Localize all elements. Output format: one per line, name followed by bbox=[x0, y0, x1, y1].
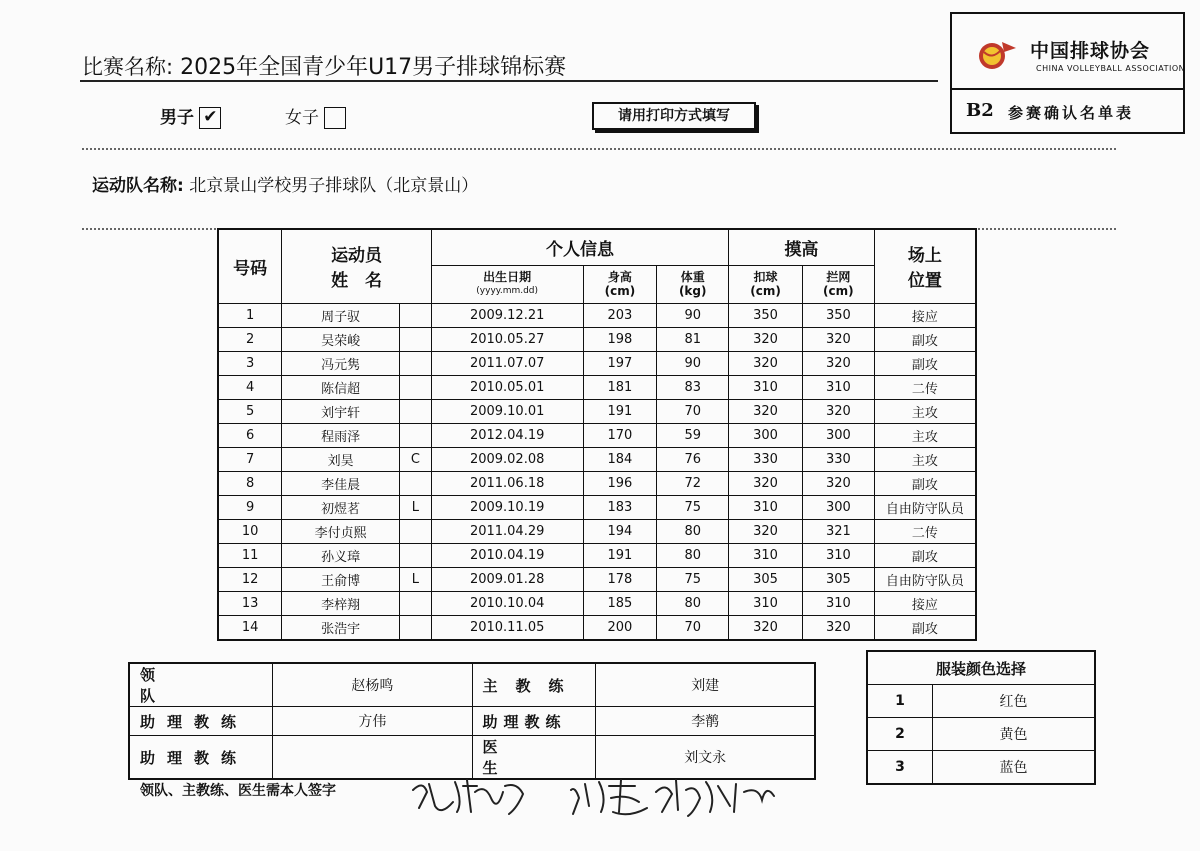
table-row bbox=[218, 327, 976, 351]
cell-spike: 320 bbox=[729, 471, 803, 495]
cell-height: 170 bbox=[583, 423, 657, 447]
cell-position: 主攻 bbox=[874, 399, 976, 423]
header-height-unit: (cm) bbox=[604, 284, 636, 298]
cell-position: 二传 bbox=[874, 375, 976, 399]
cell-block: 320 bbox=[802, 327, 874, 351]
cell-height: 191 bbox=[583, 399, 657, 423]
competition-underline bbox=[80, 80, 938, 82]
cell-height: 194 bbox=[583, 519, 657, 543]
table-row bbox=[218, 375, 976, 399]
cell-weight: 70 bbox=[657, 399, 729, 423]
cell-block: 310 bbox=[802, 591, 874, 615]
team-name: 北京景山学校男子排球队（北京景山） bbox=[189, 176, 479, 196]
header-reach: 摸高 bbox=[729, 229, 875, 265]
header-spike-unit: (cm) bbox=[750, 284, 781, 298]
header-number: 号码 bbox=[218, 229, 282, 303]
cell-name: 张浩宇 bbox=[282, 615, 400, 640]
header-personal-info: 个人信息 bbox=[431, 229, 728, 265]
cell-birth: 2009.10.19 bbox=[431, 495, 583, 519]
table-row bbox=[218, 591, 976, 615]
cell-spike: 320 bbox=[729, 615, 803, 640]
cell-position: 二传 bbox=[874, 519, 976, 543]
cell-weight: 81 bbox=[657, 327, 729, 351]
gender-female-checkbox[interactable] bbox=[324, 107, 346, 129]
cell-birth: 2009.02.08 bbox=[431, 447, 583, 471]
cell-no: 6 bbox=[218, 423, 282, 447]
uniform-option-row bbox=[867, 718, 1095, 751]
cell-no: 2 bbox=[218, 327, 282, 351]
form-code: B2 bbox=[966, 100, 994, 121]
cell-name: 孙义璋 bbox=[282, 543, 400, 567]
cell-weight: 59 bbox=[657, 423, 729, 447]
form-title: 参赛确认名单表 bbox=[1008, 104, 1135, 122]
table-row bbox=[218, 543, 976, 567]
cell-no: 4 bbox=[218, 375, 282, 399]
print-note: 请用打印方式填写 bbox=[592, 102, 756, 130]
staff-leader-label bbox=[129, 663, 273, 707]
cell-block: 310 bbox=[802, 375, 874, 399]
cell-height: 183 bbox=[583, 495, 657, 519]
signature-head-coach bbox=[565, 772, 655, 822]
cell-block: 300 bbox=[802, 495, 874, 519]
staff-head-coach-name: 刘建 bbox=[596, 663, 815, 707]
cell-name: 吴荣峻 bbox=[282, 327, 400, 351]
cell-no: 9 bbox=[218, 495, 282, 519]
cell-name: 程雨泽 bbox=[282, 423, 400, 447]
table-row bbox=[218, 351, 976, 375]
gender-male-checkbox[interactable]: ✔ bbox=[199, 107, 221, 129]
association-name-en: CHINA VOLLEYBALL ASSOCIATION bbox=[1036, 64, 1186, 73]
cell-weight: 90 bbox=[657, 351, 729, 375]
uniform-option-row bbox=[867, 685, 1095, 718]
header-position-line1: 场上 bbox=[907, 246, 942, 267]
uniform-option-row bbox=[867, 751, 1095, 785]
association-name-cn: 中国排球协会 bbox=[1030, 40, 1151, 62]
cell-name: 王俞博 bbox=[282, 567, 400, 591]
cell-block: 350 bbox=[802, 303, 874, 327]
cell-spike: 300 bbox=[729, 423, 803, 447]
header-weight bbox=[657, 265, 729, 303]
staff-table bbox=[128, 662, 816, 780]
cell-spike: 330 bbox=[729, 447, 803, 471]
cell-weight: 80 bbox=[657, 591, 729, 615]
cell-position: 副攻 bbox=[874, 615, 976, 640]
cell-role bbox=[399, 399, 431, 423]
staff-asst2-label: 助理教练 bbox=[472, 707, 596, 736]
cell-position: 副攻 bbox=[874, 327, 976, 351]
cell-weight: 80 bbox=[657, 519, 729, 543]
logo-divider bbox=[952, 88, 1183, 90]
table-row bbox=[218, 519, 976, 543]
staff-doctor-label: 医生 bbox=[472, 736, 596, 780]
cell-no: 11 bbox=[218, 543, 282, 567]
team-name-row bbox=[92, 171, 478, 196]
signature-doctor bbox=[650, 772, 780, 822]
cell-block: 330 bbox=[802, 447, 874, 471]
divider-dotted-1 bbox=[82, 148, 1116, 150]
cell-birth: 2010.05.01 bbox=[431, 375, 583, 399]
cell-weight: 80 bbox=[657, 543, 729, 567]
staff-asst1-label: 助理教练 bbox=[129, 707, 273, 736]
staff-asst3-label: 助理教练 bbox=[129, 736, 273, 780]
cell-position: 接应 bbox=[874, 591, 976, 615]
uniform-title: 服装颜色选择 bbox=[867, 651, 1095, 685]
cell-block: 321 bbox=[802, 519, 874, 543]
cell-no: 14 bbox=[218, 615, 282, 640]
uniform-option-color: 红色 bbox=[932, 685, 1095, 718]
header-height-label: 身高 bbox=[607, 270, 632, 284]
cell-name: 李佳晨 bbox=[282, 471, 400, 495]
header-block-label: 拦网 bbox=[826, 270, 851, 284]
header-spike-label: 扣球 bbox=[753, 270, 778, 284]
cell-position: 副攻 bbox=[874, 543, 976, 567]
cell-position: 自由防守队员 bbox=[874, 567, 976, 591]
cell-birth: 2012.04.19 bbox=[431, 423, 583, 447]
cell-role bbox=[399, 375, 431, 399]
cell-position: 副攻 bbox=[874, 351, 976, 375]
gender-male[interactable] bbox=[160, 103, 221, 129]
cell-spike: 320 bbox=[729, 351, 803, 375]
header-athlete bbox=[282, 229, 432, 303]
cell-birth: 2010.11.05 bbox=[431, 615, 583, 640]
cell-height: 197 bbox=[583, 351, 657, 375]
header-position-line2: 位置 bbox=[907, 271, 942, 292]
cell-block: 300 bbox=[802, 423, 874, 447]
cell-role bbox=[399, 303, 431, 327]
cell-birth: 2011.06.18 bbox=[431, 471, 583, 495]
header-birth-label: 出生日期 bbox=[483, 270, 532, 284]
cell-no: 3 bbox=[218, 351, 282, 375]
staff-leader-name: 赵杨鸣 bbox=[273, 663, 472, 707]
cell-name: 陈信超 bbox=[282, 375, 400, 399]
cell-name: 刘昊 bbox=[282, 447, 400, 471]
cell-no: 5 bbox=[218, 399, 282, 423]
cell-position: 接应 bbox=[874, 303, 976, 327]
gender-female[interactable] bbox=[285, 103, 346, 129]
volleyball-emblem-icon bbox=[974, 38, 1018, 70]
cell-position: 副攻 bbox=[874, 471, 976, 495]
uniform-option-color: 黄色 bbox=[932, 718, 1095, 751]
table-row bbox=[218, 423, 976, 447]
cell-spike: 310 bbox=[729, 375, 803, 399]
cell-birth: 2010.05.27 bbox=[431, 327, 583, 351]
cell-height: 191 bbox=[583, 543, 657, 567]
header-birth bbox=[431, 265, 583, 303]
gender-female-label: 女子 bbox=[285, 108, 319, 128]
cell-block: 320 bbox=[802, 615, 874, 640]
uniform-option-color: 蓝色 bbox=[932, 751, 1095, 785]
cell-birth: 2010.10.04 bbox=[431, 591, 583, 615]
cell-spike: 320 bbox=[729, 519, 803, 543]
cell-position: 主攻 bbox=[874, 423, 976, 447]
cell-no: 13 bbox=[218, 591, 282, 615]
cell-role bbox=[399, 615, 431, 640]
header-height bbox=[583, 265, 657, 303]
cell-block: 310 bbox=[802, 543, 874, 567]
cell-role bbox=[399, 591, 431, 615]
roster-table bbox=[217, 228, 977, 641]
cell-no: 1 bbox=[218, 303, 282, 327]
header-spike bbox=[729, 265, 803, 303]
cell-block: 320 bbox=[802, 351, 874, 375]
cell-weight: 72 bbox=[657, 471, 729, 495]
cell-block: 305 bbox=[802, 567, 874, 591]
team-label: 运动队名称: bbox=[92, 176, 184, 196]
cell-birth: 2010.04.19 bbox=[431, 543, 583, 567]
cell-spike: 320 bbox=[729, 399, 803, 423]
table-row bbox=[218, 495, 976, 519]
cell-block: 320 bbox=[802, 471, 874, 495]
cell-name: 刘宇轩 bbox=[282, 399, 400, 423]
uniform-option-no: 2 bbox=[867, 718, 932, 751]
cell-spike: 310 bbox=[729, 495, 803, 519]
staff-asst2-name: 李鹡 bbox=[596, 707, 815, 736]
cell-role bbox=[399, 543, 431, 567]
competition-name: 2025年全国青少年U17男子排球锦标赛 bbox=[180, 55, 567, 80]
cell-no: 12 bbox=[218, 567, 282, 591]
staff-doctor-name: 刘文永 bbox=[596, 736, 815, 780]
cell-height: 200 bbox=[583, 615, 657, 640]
cell-height: 185 bbox=[583, 591, 657, 615]
cell-birth: 2011.07.07 bbox=[431, 351, 583, 375]
cell-height: 198 bbox=[583, 327, 657, 351]
cell-weight: 75 bbox=[657, 567, 729, 591]
cell-name: 冯元隽 bbox=[282, 351, 400, 375]
cell-birth: 2011.04.29 bbox=[431, 519, 583, 543]
cell-position: 主攻 bbox=[874, 447, 976, 471]
cell-height: 203 bbox=[583, 303, 657, 327]
competition-title bbox=[82, 50, 566, 81]
cell-height: 181 bbox=[583, 375, 657, 399]
table-row bbox=[218, 615, 976, 640]
cell-role bbox=[399, 471, 431, 495]
header-block bbox=[802, 265, 874, 303]
header-weight-unit: (kg) bbox=[678, 284, 707, 298]
uniform-color-table bbox=[866, 650, 1096, 785]
cell-no: 10 bbox=[218, 519, 282, 543]
cell-name: 周子驭 bbox=[282, 303, 400, 327]
cell-role: C bbox=[399, 447, 431, 471]
uniform-option-no: 3 bbox=[867, 751, 932, 785]
header-position bbox=[874, 229, 976, 303]
table-row bbox=[218, 471, 976, 495]
staff-head-coach-label: 主教练 bbox=[472, 663, 596, 707]
cell-role: L bbox=[399, 495, 431, 519]
cell-birth: 2009.01.28 bbox=[431, 567, 583, 591]
header-athlete-line1: 运动员 bbox=[331, 246, 383, 267]
cell-role bbox=[399, 351, 431, 375]
table-row bbox=[218, 447, 976, 471]
cell-weight: 90 bbox=[657, 303, 729, 327]
cell-role bbox=[399, 519, 431, 543]
leader-label-text: 领队 bbox=[140, 666, 234, 705]
cell-spike: 350 bbox=[729, 303, 803, 327]
cell-height: 178 bbox=[583, 567, 657, 591]
header-block-unit: (cm) bbox=[823, 284, 854, 298]
cell-spike: 310 bbox=[729, 591, 803, 615]
cell-birth: 2009.12.21 bbox=[431, 303, 583, 327]
uniform-option-no: 1 bbox=[867, 685, 932, 718]
cell-spike: 305 bbox=[729, 567, 803, 591]
staff-asst1-name: 方伟 bbox=[273, 707, 472, 736]
header-weight-label: 体重 bbox=[680, 270, 705, 284]
cell-role bbox=[399, 327, 431, 351]
cell-position: 自由防守队员 bbox=[874, 495, 976, 519]
cell-height: 196 bbox=[583, 471, 657, 495]
cell-role bbox=[399, 423, 431, 447]
cell-spike: 310 bbox=[729, 543, 803, 567]
table-row bbox=[218, 399, 976, 423]
header-birth-format: (yyyy.mm.dd) bbox=[476, 286, 539, 296]
cell-name: 李付贞熙 bbox=[282, 519, 400, 543]
signature-leader bbox=[405, 772, 535, 822]
signature-note: 领队、主教练、医生需本人签字 bbox=[140, 783, 336, 799]
cell-name: 初煜茗 bbox=[282, 495, 400, 519]
gender-male-label: 男子 bbox=[160, 108, 194, 128]
cell-weight: 83 bbox=[657, 375, 729, 399]
header-athlete-line2: 姓 名 bbox=[331, 271, 383, 292]
cell-no: 7 bbox=[218, 447, 282, 471]
cell-weight: 76 bbox=[657, 447, 729, 471]
table-row bbox=[218, 567, 976, 591]
cell-weight: 75 bbox=[657, 495, 729, 519]
cell-block: 320 bbox=[802, 399, 874, 423]
cell-birth: 2009.10.01 bbox=[431, 399, 583, 423]
cell-spike: 320 bbox=[729, 327, 803, 351]
cell-weight: 70 bbox=[657, 615, 729, 640]
competition-label: 比赛名称: bbox=[82, 55, 174, 79]
cell-no: 8 bbox=[218, 471, 282, 495]
cell-role: L bbox=[399, 567, 431, 591]
table-row bbox=[218, 303, 976, 327]
cell-height: 184 bbox=[583, 447, 657, 471]
cell-name: 李梓翔 bbox=[282, 591, 400, 615]
